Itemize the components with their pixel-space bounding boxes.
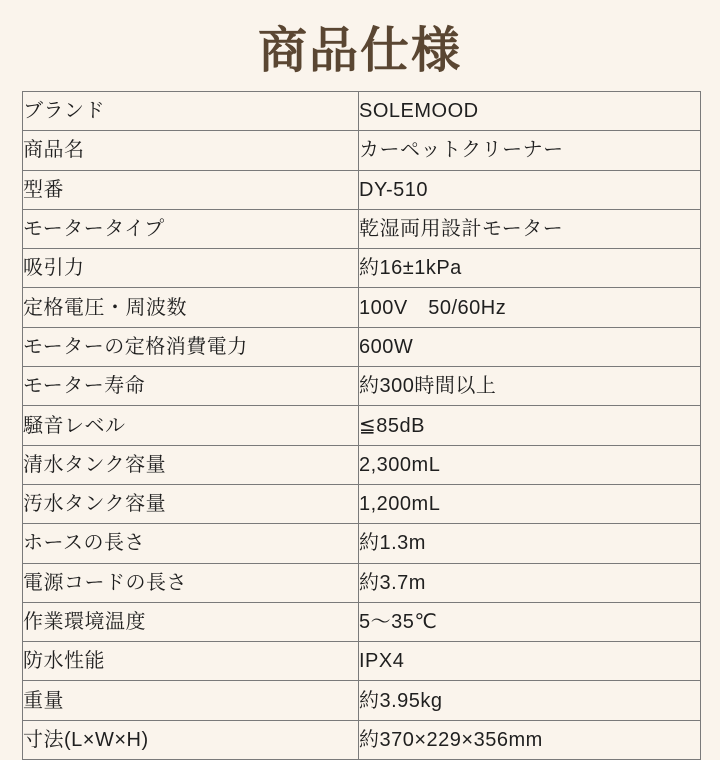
- spec-value-cell: [359, 484, 701, 523]
- table-row: [23, 524, 701, 563]
- spec-value-text: 5〜35℃: [359, 611, 438, 633]
- spec-value-cell: [359, 406, 701, 445]
- spec-label-text: 電源コードの長さ: [23, 571, 187, 594]
- spec-label-text: 防水性能: [23, 650, 105, 673]
- spec-value-text: 2,300mL: [359, 453, 441, 476]
- spec-value-text: 約16±1kPa: [359, 257, 462, 280]
- spec-label-text: 型番: [23, 178, 64, 201]
- table-row: [23, 327, 701, 366]
- table-row: [23, 406, 701, 445]
- spec-value-cell: [359, 131, 701, 170]
- spec-value-cell: [359, 249, 701, 288]
- table-row: [23, 681, 701, 720]
- table-row: [23, 131, 701, 170]
- spec-value-text: カーペットクリーナー: [359, 139, 564, 162]
- table-row: [23, 209, 701, 248]
- spec-value-cell: [359, 524, 701, 563]
- spec-label-cell: [23, 681, 359, 720]
- spec-label-text: 汚水タンク容量: [23, 493, 167, 516]
- spec-value-text: 乾湿両用設計モーター: [359, 218, 564, 241]
- spec-value-cell: [359, 209, 701, 248]
- table-row: [23, 602, 701, 641]
- table-row: [23, 288, 701, 327]
- spec-value-text: 約370×229×356mm: [359, 728, 543, 751]
- spec-value-text: 約300時間以上: [359, 375, 497, 398]
- table-row: [23, 720, 701, 759]
- spec-label-text: 重量: [23, 689, 64, 712]
- spec-label-cell: [23, 720, 359, 759]
- spec-label-cell: [23, 327, 359, 366]
- spec-table-body: [23, 92, 701, 760]
- spec-value-text: SOLEMOOD: [359, 100, 479, 123]
- spec-label-cell: [23, 170, 359, 209]
- spec-label-cell: [23, 642, 359, 681]
- spec-label-text: 清水タンク容量: [23, 453, 167, 476]
- spec-value-cell: [359, 367, 701, 406]
- spec-label-text: ホースの長さ: [23, 532, 145, 555]
- spec-label-text: 作業環境温度: [23, 611, 146, 633]
- spec-label-cell: [23, 524, 359, 563]
- spec-value-cell: [359, 563, 701, 602]
- table-row: [23, 484, 701, 523]
- spec-value-text: ≦85dB: [359, 414, 425, 437]
- spec-value-text: 1,200mL: [359, 493, 441, 516]
- page-title: 商品仕様: [257, 23, 462, 78]
- table-row: [23, 563, 701, 602]
- spec-label-text: モーターの定格消費電力: [23, 335, 248, 358]
- table-row: [23, 170, 701, 209]
- spec-label-text: 吸引力: [23, 257, 85, 280]
- spec-value-text: 約1.3m: [359, 532, 426, 555]
- spec-label-cell: [23, 484, 359, 523]
- spec-value-cell: [359, 92, 701, 131]
- spec-table-container: [0, 91, 720, 760]
- spec-label-cell: [23, 288, 359, 327]
- spec-value-text: 100V 50/60Hz: [359, 296, 507, 319]
- table-row: [23, 367, 701, 406]
- spec-value-cell: [359, 288, 701, 327]
- spec-label-text: モータータイプ: [23, 218, 165, 241]
- spec-value-cell: [359, 681, 701, 720]
- spec-value-text: 約3.95kg: [359, 689, 443, 712]
- spec-label-text: モーター寿命: [23, 375, 146, 398]
- spec-value-cell: [359, 720, 701, 759]
- table-row: [23, 249, 701, 288]
- spec-label-text: 騒音レベル: [23, 414, 126, 437]
- spec-value-cell: [359, 602, 701, 641]
- table-row: [23, 92, 701, 131]
- spec-label-cell: [23, 445, 359, 484]
- spec-value-text: 600W: [359, 335, 414, 358]
- product-spec-table: [22, 91, 701, 760]
- spec-label-cell: [23, 209, 359, 248]
- spec-label-text: 定格電圧・周波数: [23, 296, 187, 319]
- spec-value-cell: [359, 327, 701, 366]
- spec-label-text: 寸法(L×W×H): [23, 728, 149, 751]
- spec-label-cell: [23, 563, 359, 602]
- table-row: [23, 445, 701, 484]
- spec-label-cell: [23, 367, 359, 406]
- spec-value-cell: [359, 170, 701, 209]
- spec-label-text: 商品名: [23, 139, 85, 162]
- spec-label-cell: [23, 406, 359, 445]
- spec-label-cell: [23, 602, 359, 641]
- table-row: [23, 642, 701, 681]
- spec-value-cell: [359, 642, 701, 681]
- spec-label-cell: [23, 249, 359, 288]
- spec-value-text: IPX4: [359, 650, 405, 673]
- spec-label-cell: [23, 92, 359, 131]
- spec-value-cell: [359, 445, 701, 484]
- spec-label-text: ブランド: [23, 100, 105, 123]
- spec-value-text: 約3.7m: [359, 571, 426, 594]
- spec-label-cell: [23, 131, 359, 170]
- spec-value-text: DY-510: [359, 178, 428, 201]
